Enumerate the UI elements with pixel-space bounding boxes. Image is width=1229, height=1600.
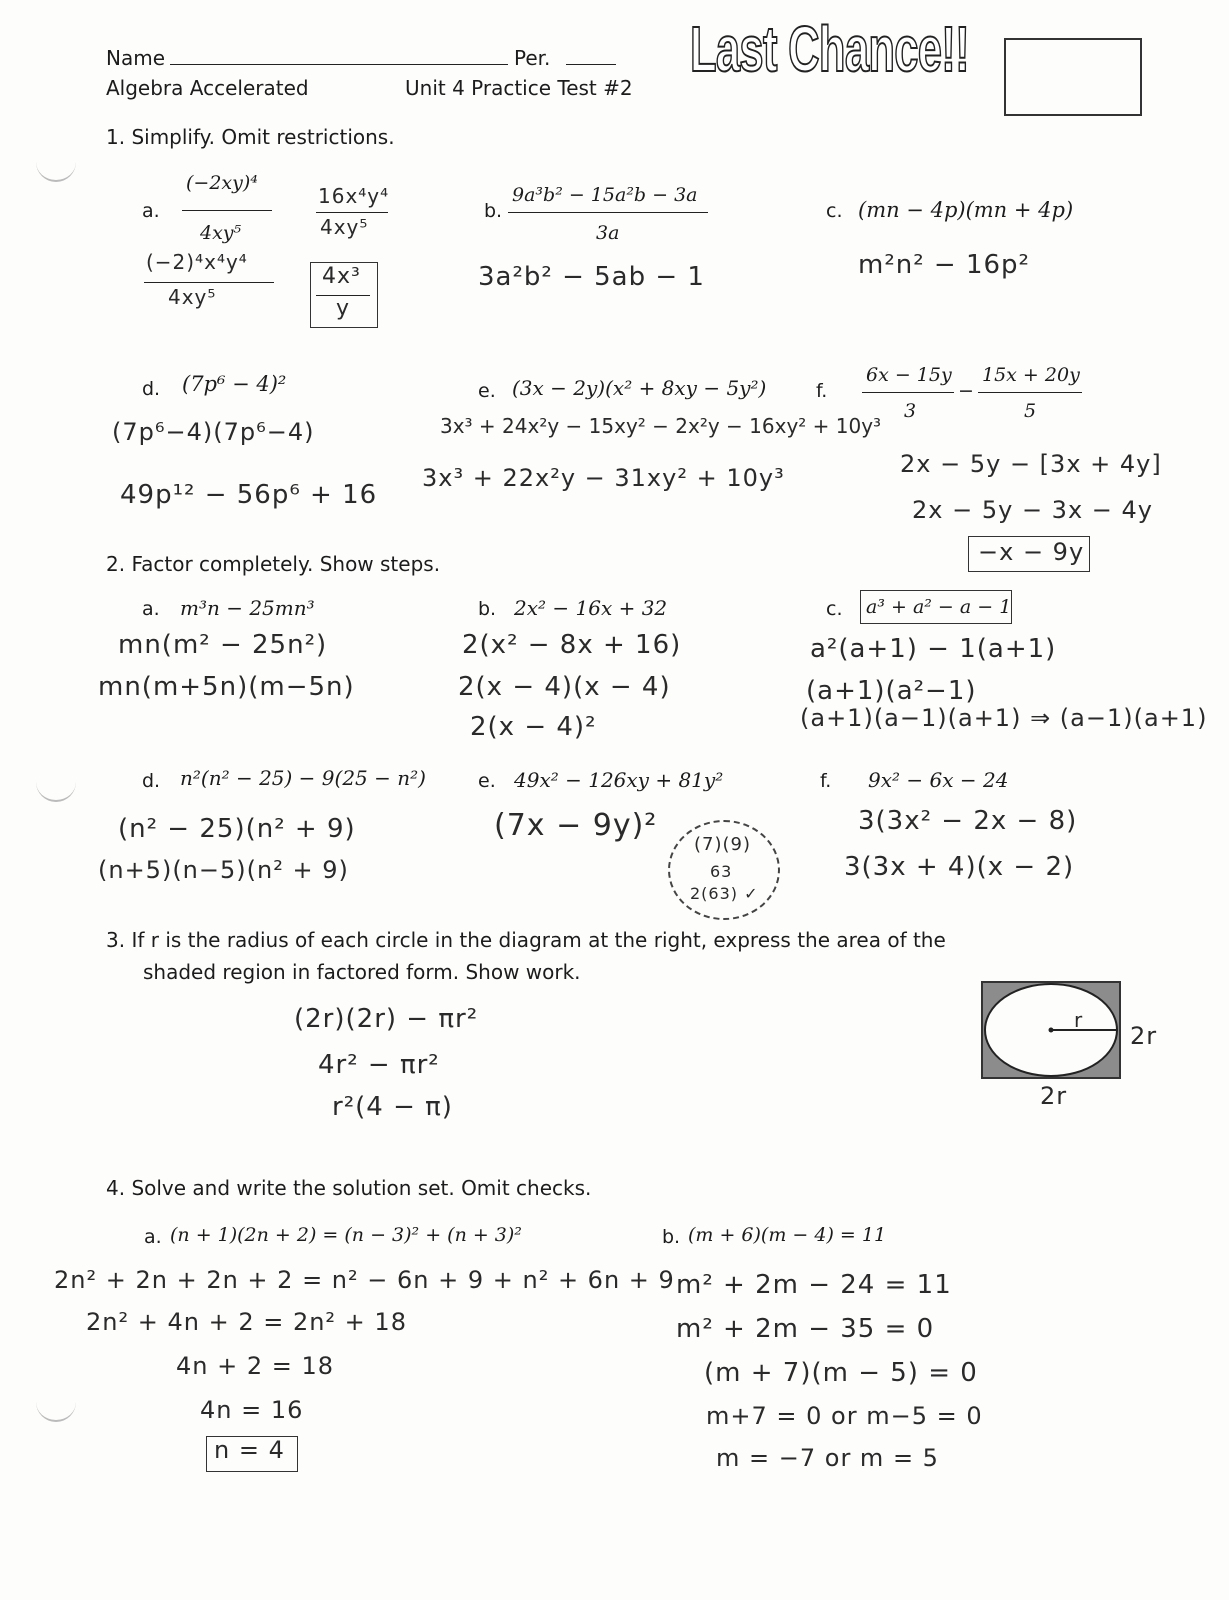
q1f-answer: −x − 9y (978, 538, 1085, 566)
q1b-numerator: 9a³b² − 15a²b − 3a (512, 184, 698, 206)
q4b-equation: (m + 6)(m − 4) = 11 (688, 1224, 887, 1246)
q4b-work-1: m² + 2m − 24 = 11 (676, 1270, 952, 1300)
q2a-label: a. (142, 598, 160, 620)
q4a-work-4: 4n = 16 (200, 1396, 304, 1424)
q1b-fraction-bar (508, 212, 708, 213)
q4b-work-2: m² + 2m − 35 = 0 (676, 1314, 935, 1344)
q4a-answer: n = 4 (214, 1436, 285, 1464)
q2e-check-1: (7)(9) (694, 834, 751, 855)
q1f-denominator-2: 5 (1024, 400, 1037, 422)
q1f-label: f. (816, 380, 828, 402)
per-blank (566, 64, 616, 65)
q1e-expression: (3x − 2y)(x² + 8xy − 5y²) (512, 376, 767, 400)
q2c-label: c. (826, 598, 843, 620)
q4-prompt: 4. Solve and write the solution set. Omit checks. (106, 1176, 592, 1200)
q2-prompt: 2. Factor completely. Show steps. (106, 552, 441, 576)
q3-work-2: 4r² − πr² (318, 1050, 440, 1080)
q3-prompt-line1: 3. If r is the radius of each circle in the diagram at the right, express the area of the (106, 928, 946, 952)
q1c-answer: m²n² − 16p² (858, 250, 1030, 280)
q2a-work-1: mn(m² − 25n²) (118, 630, 328, 660)
q1a-answer-numerator: 4x³ (322, 264, 361, 289)
q1d-expression: (7p⁶ − 4)² (182, 372, 287, 396)
q2c-work-2: (a+1)(a²−1) (806, 676, 977, 706)
q2d-expression: n²(n² − 25) − 9(25 − n²) (180, 766, 426, 790)
q1a-work-step2-denominator: 4xy⁵ (168, 285, 217, 309)
q2a-work-2: mn(m+5n)(m−5n) (98, 672, 355, 702)
q1f-work-1: 2x − 5y − [3x + 4y] (900, 450, 1162, 478)
course-title: Algebra Accelerated (106, 76, 309, 100)
q1a-work-step1-bar (316, 212, 388, 213)
q2e-check-2: 63 (710, 862, 733, 881)
q2e-label: e. (478, 770, 496, 792)
q1b-label: b. (484, 200, 503, 222)
test-title: Unit 4 Practice Test #2 (405, 76, 633, 100)
q1e-answer: 3x³ + 22x²y − 31xy² + 10y³ (422, 464, 785, 492)
q2d-label: d. (142, 770, 161, 792)
q1a-numerator: (−2xy)⁴ (186, 172, 258, 194)
q2f-work-1: 3(3x² − 2x − 8) (858, 806, 1078, 836)
q3-diagram-radius-label: r (1074, 1008, 1084, 1032)
q3-diagram-bottom-label: 2r (1040, 1082, 1068, 1110)
q3-diagram-side-label: 2r (1130, 1022, 1158, 1050)
q3-prompt-line2: shaded region in factored form. Show work. (143, 960, 581, 984)
q4b-answer: m = −7 or m = 5 (716, 1444, 939, 1472)
q2e-expression: 49x² − 126xy + 81y² (514, 768, 724, 792)
q3-square-circle-diagram (980, 980, 1122, 1080)
q1f-fraction-bar-2 (978, 392, 1082, 393)
center-dot (1049, 1028, 1054, 1033)
q1f-numerator-1: 6x − 15y (866, 364, 952, 386)
q1b-answer: 3a²b² − 5ab − 1 (478, 262, 705, 292)
q1f-numerator-2: 15x + 20y (982, 364, 1080, 386)
q1a-fraction-bar (182, 210, 272, 211)
q1f-denominator-1: 3 (904, 400, 917, 422)
q1d-answer: 49p¹² − 56p⁶ + 16 (120, 480, 378, 510)
q2b-expression: 2x² − 16x + 32 (514, 596, 668, 620)
q1a-work-step1-denominator: 4xy⁵ (320, 215, 369, 239)
q4b-label: b. (662, 1226, 681, 1248)
q4a-work-2: 2n² + 4n + 2 = 2n² + 18 (86, 1308, 407, 1336)
last-chance-banner: Last Chance!! (690, 13, 969, 85)
q1e-work: 3x³ + 24x²y − 15xy² − 2x²y − 16xy² + 10y³ (440, 414, 882, 438)
score-box (1004, 38, 1142, 116)
q1b-denominator: 3a (596, 222, 620, 244)
q1f-work-2: 2x − 5y − 3x − 4y (912, 496, 1153, 524)
binder-hole-middle (36, 780, 76, 802)
q1f-fraction-bar-1 (862, 392, 954, 393)
q2b-work-3: 2(x − 4)² (470, 712, 597, 742)
q1a-denominator: 4xy⁵ (200, 222, 242, 244)
q4b-work-4: m+7 = 0 or m−5 = 0 (706, 1402, 983, 1430)
q1d-label: d. (142, 378, 161, 400)
q1c-expression: (mn − 4p)(mn + 4p) (858, 198, 1074, 222)
q2c-work-1: a²(a+1) − 1(a+1) (810, 634, 1057, 664)
q2f-label: f. (820, 770, 832, 792)
q1d-work: (7p⁶−4)(7p⁶−4) (112, 418, 315, 446)
q1a-work-step1-numerator: 16x⁴y⁴ (318, 184, 390, 208)
q2d-work-2: (n+5)(n−5)(n² + 9) (98, 856, 349, 884)
q2b-label: b. (478, 598, 497, 620)
q4a-work-3: 4n + 2 = 18 (176, 1352, 335, 1380)
q1c-label: c. (826, 200, 843, 222)
q2c-work-3: (a+1)(a−1)(a+1) ⇒ (a−1)(a+1) (800, 704, 1208, 732)
q2f-work-2: 3(3x + 4)(x − 2) (844, 852, 1075, 882)
binder-hole-bottom (36, 1400, 76, 1422)
binder-hole-top (36, 160, 76, 182)
q1a-answer-denominator: y (336, 296, 351, 321)
q4a-label: a. (144, 1226, 162, 1248)
q2d-work-1: (n² − 25)(n² + 9) (118, 814, 356, 844)
q3-work-1: (2r)(2r) − πr² (294, 1004, 479, 1034)
q2f-expression: 9x² − 6x − 24 (868, 768, 1009, 792)
q1f-minus: − (958, 380, 974, 402)
q4a-work-1: 2n² + 2n + 2n + 2 = n² − 6n + 9 + n² + 6n + 9 (54, 1266, 675, 1294)
name-label: Name (106, 46, 166, 70)
q1a-work-step2-numerator: (−2)⁴x⁴y⁴ (146, 250, 248, 274)
q1a-work-step2-bar (144, 282, 274, 283)
name-blank (170, 64, 508, 65)
q2e-work: (7x − 9y)² (494, 808, 658, 843)
q2b-work-1: 2(x² − 8x + 16) (462, 630, 682, 660)
q2c-expression: a³ + a² − a − 1 (866, 596, 1012, 618)
q2a-expression: m³n − 25mn³ (180, 596, 315, 620)
q1a-label: a. (142, 200, 160, 222)
q1e-label: e. (478, 380, 496, 402)
q4b-work-3: (m + 7)(m − 5) = 0 (704, 1358, 978, 1388)
q3-work-3: r²(4 − π) (332, 1092, 453, 1122)
q2b-work-2: 2(x − 4)(x − 4) (458, 672, 671, 702)
q1-prompt: 1. Simplify. Omit restrictions. (106, 125, 395, 149)
q4a-equation: (n + 1)(2n + 2) = (n − 3)² + (n + 3)² (170, 1224, 522, 1246)
per-label: Per. (514, 46, 551, 70)
q2e-check-3: 2(63) ✓ (690, 884, 759, 903)
